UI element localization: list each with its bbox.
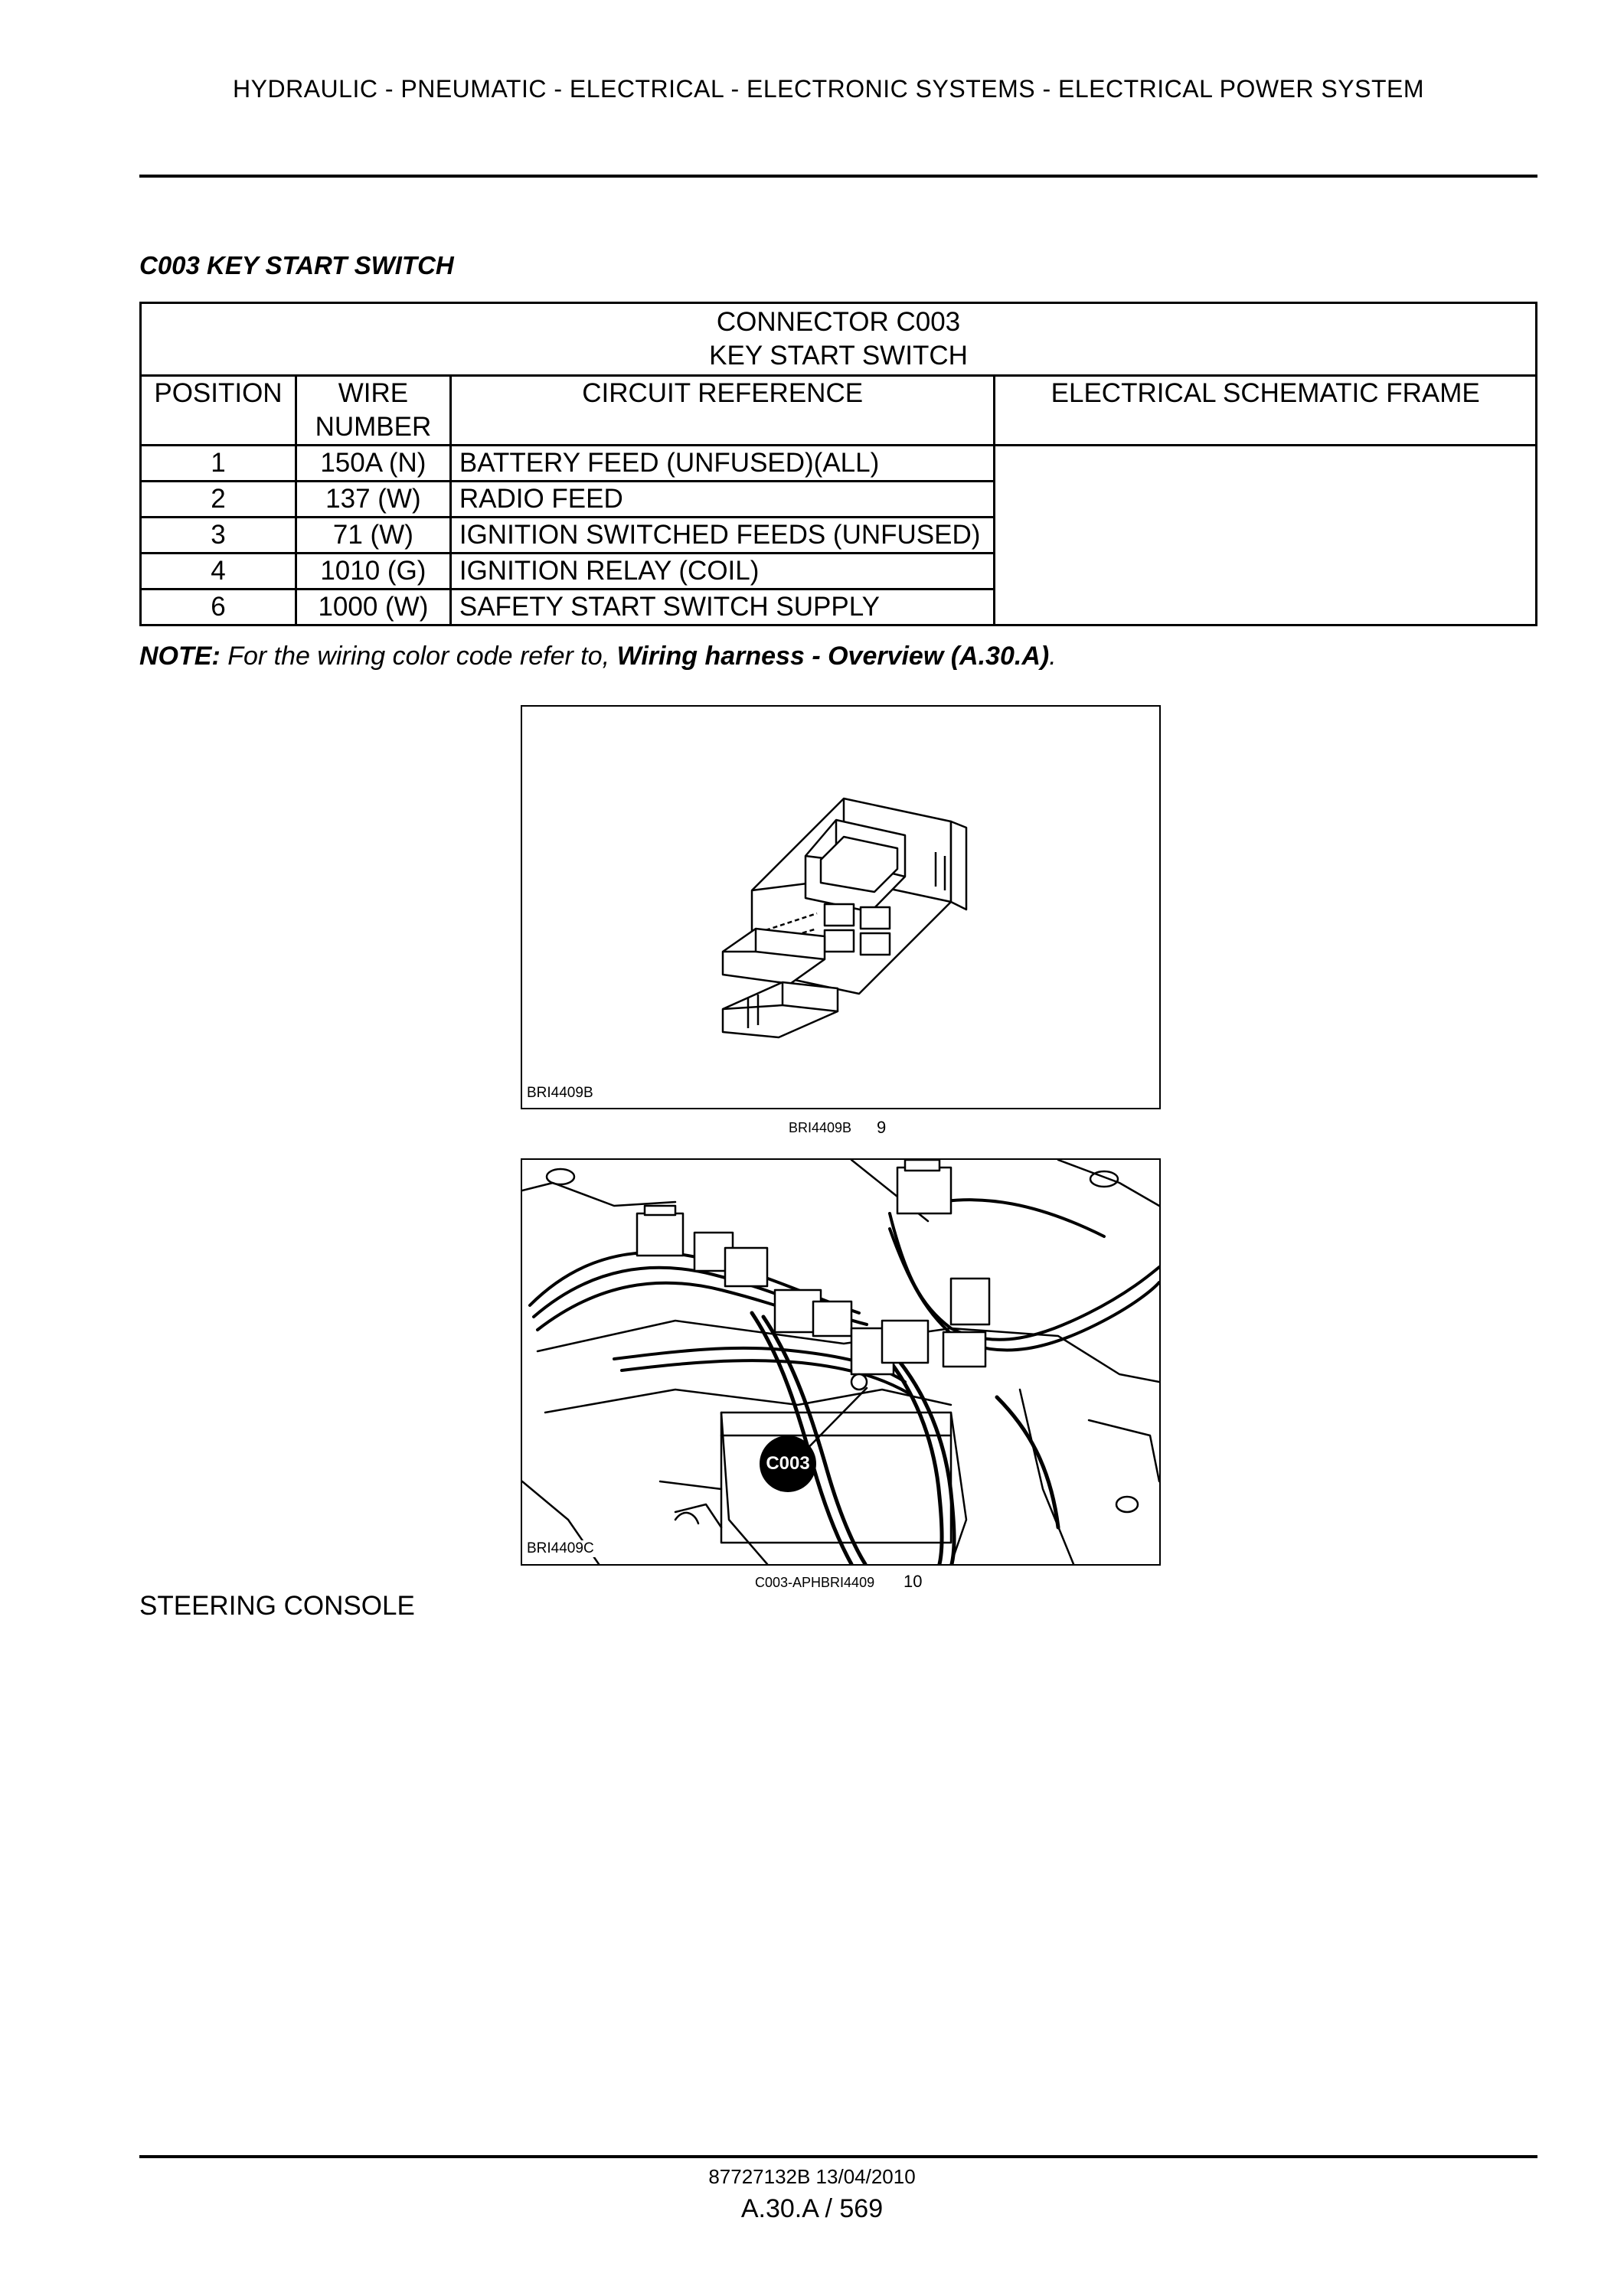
cell-wire: 1000 (W) xyxy=(296,590,450,625)
figure2-code: BRI4409C xyxy=(524,1540,597,1557)
harness-drawing xyxy=(522,1160,1159,1564)
cell-circuit: RADIO FEED xyxy=(450,482,995,518)
connector-table xyxy=(139,302,1537,626)
location-label: STEERING CONSOLE xyxy=(139,1591,415,1621)
cell-circuit: SAFETY START SWITCH SUPPLY xyxy=(450,590,995,625)
cell-circuit: IGNITION RELAY (COIL) xyxy=(450,554,995,590)
footer-rule xyxy=(139,2155,1537,2158)
cell-position: 1 xyxy=(141,446,296,482)
header-position: POSITION xyxy=(141,376,296,446)
table-title-row xyxy=(141,303,1537,376)
cell-wire: 150A (N) xyxy=(296,446,450,482)
table-title xyxy=(141,303,1537,376)
cell-position: 3 xyxy=(141,518,296,554)
harness-figure xyxy=(521,1158,1161,1566)
cell-wire: 1010 (G) xyxy=(296,554,450,590)
table-title-line2: KEY START SWITCH xyxy=(709,341,968,371)
table-row xyxy=(141,446,1537,482)
cell-circuit: IGNITION SWITCHED FEEDS (UNFUSED) xyxy=(450,518,995,554)
header-rule xyxy=(139,175,1537,178)
header-schematic-frame: ELECTRICAL SCHEMATIC FRAME xyxy=(995,376,1537,446)
cell-schematic-frame xyxy=(995,446,1537,625)
cell-position: 6 xyxy=(141,590,296,625)
footer-doc-code: 87727132B 13/04/2010 xyxy=(708,2165,916,2188)
connector-drawing xyxy=(522,707,1159,1108)
header-circuit-reference: CIRCUIT REFERENCE xyxy=(450,376,995,446)
figure1-code: BRI4409B xyxy=(524,1085,596,1102)
cell-position: 2 xyxy=(141,482,296,518)
figure2-number: 10 xyxy=(903,1572,923,1591)
note-end: . xyxy=(1049,642,1057,671)
footer-page-number: A.30.A / 569 xyxy=(740,2194,884,2223)
connector-figure xyxy=(521,705,1161,1109)
header-wire-line2: NUMBER xyxy=(315,412,432,442)
wiring-note xyxy=(139,642,1057,671)
figure2-caption-code: C003-APHBRI4409 xyxy=(755,1575,875,1590)
table-title-line1: CONNECTOR C003 xyxy=(716,307,961,337)
figure1-caption-code: BRI4409B xyxy=(789,1120,852,1135)
header-wire-line1: WIRE xyxy=(338,378,409,408)
page-header: HYDRAULIC - PNEUMATIC - ELECTRICAL - ELECTRONIC SYSTEMS - ELECTRICAL POWER SYSTEM xyxy=(233,75,1424,103)
section-title: C003 KEY START SWITCH xyxy=(139,251,454,279)
note-label: NOTE: xyxy=(139,642,221,671)
cell-circuit: BATTERY FEED (UNFUSED)(ALL) xyxy=(450,446,995,482)
cell-wire: 137 (W) xyxy=(296,482,450,518)
note-text: For the wiring color code refer to, xyxy=(220,642,617,671)
note-link[interactable]: Wiring harness - Overview (A.30.A) xyxy=(616,642,1050,671)
cell-wire: 71 (W) xyxy=(296,518,450,554)
table-header-row xyxy=(141,376,1537,446)
figure1-number: 9 xyxy=(877,1118,887,1137)
c003-callout-badge: C003 xyxy=(760,1435,816,1492)
header-wire-number xyxy=(296,376,450,446)
cell-position: 4 xyxy=(141,554,296,590)
